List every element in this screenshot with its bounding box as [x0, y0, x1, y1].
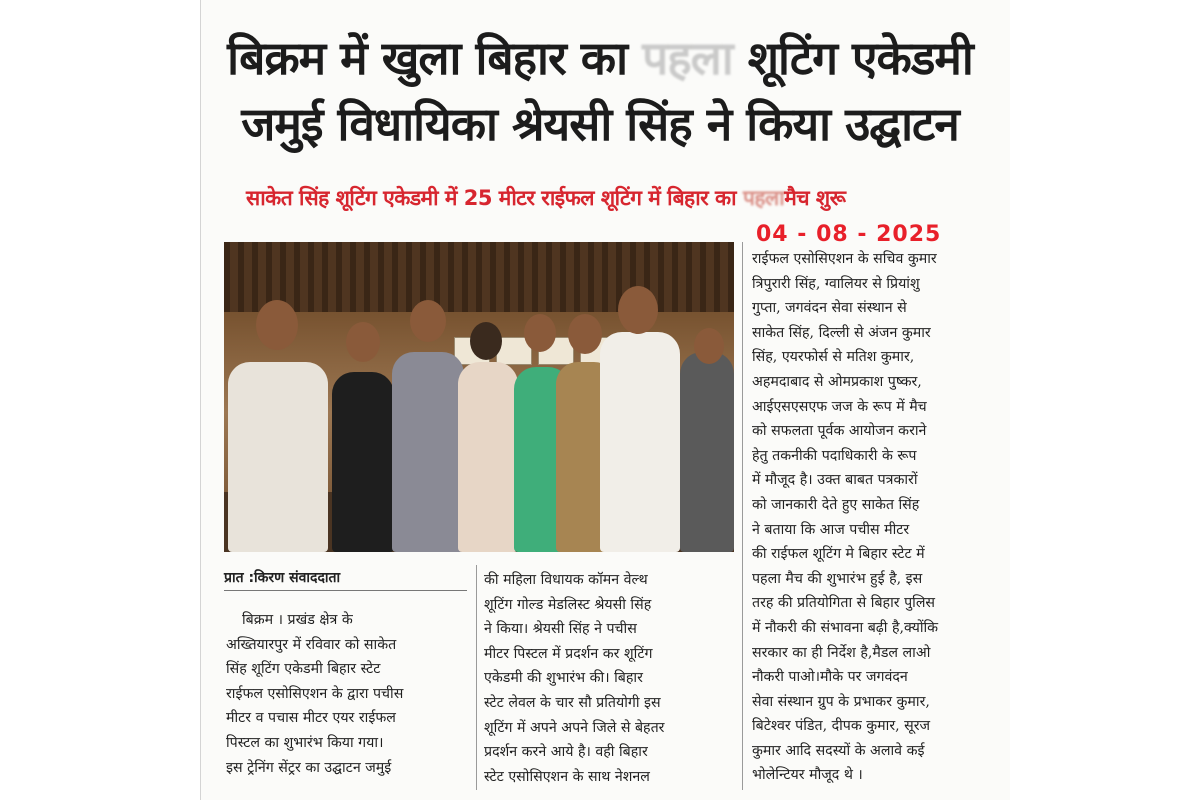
article-line: स्टेट एसोसिएशन के साथ नेशनल	[484, 768, 650, 785]
article-column-1	[226, 608, 466, 780]
article-column-2	[484, 568, 734, 789]
photo-person-head	[410, 300, 446, 342]
article-line: एकेडमी की शुभारंभ की। बिहार	[484, 670, 643, 687]
article-line: मीटर पिस्टल में प्रदर्शन कर शूटिंग	[484, 645, 653, 662]
article-line: स्टेट लेवल के चार सौ प्रतियोगी इस	[484, 694, 661, 711]
headline-line-2: जमुई विधायिका श्रेयसी सिंह ने किया उद्घाटन	[241, 97, 959, 151]
article-line: आईएसएसएफ जज के रूप में मैच	[752, 398, 927, 415]
article-line: नौकरी पाओ।मौके पर जगवंदन	[752, 669, 908, 686]
article-line: को जानकारी देते हुए साकेत सिंह	[752, 496, 920, 513]
article-line: में मौजूद है। उक्त बाबत पत्रकारों	[752, 472, 918, 489]
headline-line-1-post: शूटिंग एकेडमी	[747, 31, 973, 85]
article-line: बिक्रम । प्रखंड क्षेत्र के	[242, 612, 353, 628]
article-line: बिटेश्वर पंडित, दीपक कुमार, सूरज	[752, 718, 931, 735]
subheadline-pre: साकेत सिंह शूटिंग एकेडमी में 25 मीटर राईफल शूटिंग में बिहार का	[246, 186, 737, 210]
article-line: त्रिपुरारी सिंह, ग्वालियर से प्रियांशु	[752, 275, 920, 292]
article-line: तरह की प्रतियोगिता से बिहार पुलिस	[752, 595, 936, 612]
byline-rule	[224, 590, 467, 591]
article-line: अहमदाबाद से ओमप्रकाश पुष्कर,	[752, 373, 922, 390]
article-line: अख्तियारपुर में रविवार को साकेत	[226, 636, 397, 653]
news-photo	[224, 242, 734, 552]
photo-person-head	[470, 322, 502, 360]
article-line: सिंह, एयरफोर्स से मतिश कुमार,	[752, 349, 915, 366]
photo-person-head	[618, 286, 658, 334]
column-divider	[742, 242, 743, 790]
article-line: राईफल एसोसिएशन के द्वारा पचीस	[226, 685, 404, 702]
photo-person-head	[524, 314, 556, 352]
article-line: शूटिंग गोल्ड मेडलिस्ट श्रेयसी सिंह	[484, 596, 652, 613]
subheadline	[246, 184, 1006, 212]
article-line: साकेत सिंह, दिल्ली से अंजन कुमार	[752, 324, 931, 341]
photo-person-head	[568, 314, 602, 354]
article-line: पिस्टल का शुभारंभ किया गया।	[226, 734, 384, 751]
photo-person-head	[694, 328, 724, 364]
photo-person	[600, 332, 680, 552]
article-line: मीटर व पचास मीटर एयर राईफल	[226, 710, 396, 727]
article-line: इस ट्रेनिंग सेंट्रर का उद्घाटन जमुई	[226, 759, 392, 776]
article-line: की महिला विधायक कॉमन वेल्थ	[484, 572, 648, 588]
article-line: गुप्ता, जगवंदन सेवा संस्थान से	[752, 300, 907, 317]
photo-person	[458, 362, 518, 552]
article-line: की राईफल शूटिंग मे बिहार स्टेट में	[752, 546, 925, 563]
article-line: भोलेन्टियर मौजूद थे ।	[752, 767, 863, 784]
headline-obscured-word: पहला	[642, 31, 733, 85]
date-stamp: 04 - 08 - 2025	[756, 222, 942, 247]
photo-person	[680, 352, 734, 552]
article-line: हेतु तकनीकी पदाधिकारी के रूप	[752, 447, 917, 464]
article-line: ने बताया कि आज पचीस मीटर	[752, 521, 910, 538]
article-line: पहला मैच की शुभारंभ हुई है, इस	[752, 570, 923, 587]
column-divider	[476, 565, 477, 790]
article-line: राईफल एसोसिएशन के सचिव कुमार	[752, 251, 937, 267]
article-line: शूटिंग में अपने अपने जिले से बेहतर	[484, 719, 665, 736]
photo-person	[332, 372, 394, 552]
article-line: कुमार आदि सदस्यों के अलावे कई	[752, 742, 925, 759]
headline-line-1	[0, 26, 1200, 88]
subheadline-obscured-word: पहला	[742, 186, 785, 210]
article-line: सेवा संस्थान ग्रुप के प्रभाकर कुमार,	[752, 693, 930, 710]
photo-person	[392, 352, 464, 552]
article-line: में नौकरी की संभावना बढ़ी है,क्योंकि	[752, 619, 939, 636]
article-column-3	[752, 247, 1000, 788]
photo-person-head	[346, 322, 380, 362]
article-line: प्रदर्शन करने आये है। वही बिहार	[484, 744, 648, 761]
subheadline-post: मैच शुरू	[784, 186, 846, 210]
article-line: सिंह शूटिंग एकेडमी बिहार स्टेट	[226, 661, 381, 678]
article-line: को सफलता पूर्वक आयोजन कराने	[752, 423, 927, 440]
photo-person	[228, 362, 328, 552]
article-line: ने किया। श्रेयसी सिंह ने पचीस	[484, 621, 637, 638]
article-line: सरकार का ही निर्देश है,मैडल लाओ	[752, 644, 931, 661]
photo-wall	[224, 242, 734, 312]
photo-person-head	[256, 300, 298, 350]
headline-line-1-pre: बिक्रम में खुला बिहार का	[227, 31, 628, 85]
byline: प्रात :किरण संवाददाता	[224, 570, 341, 586]
